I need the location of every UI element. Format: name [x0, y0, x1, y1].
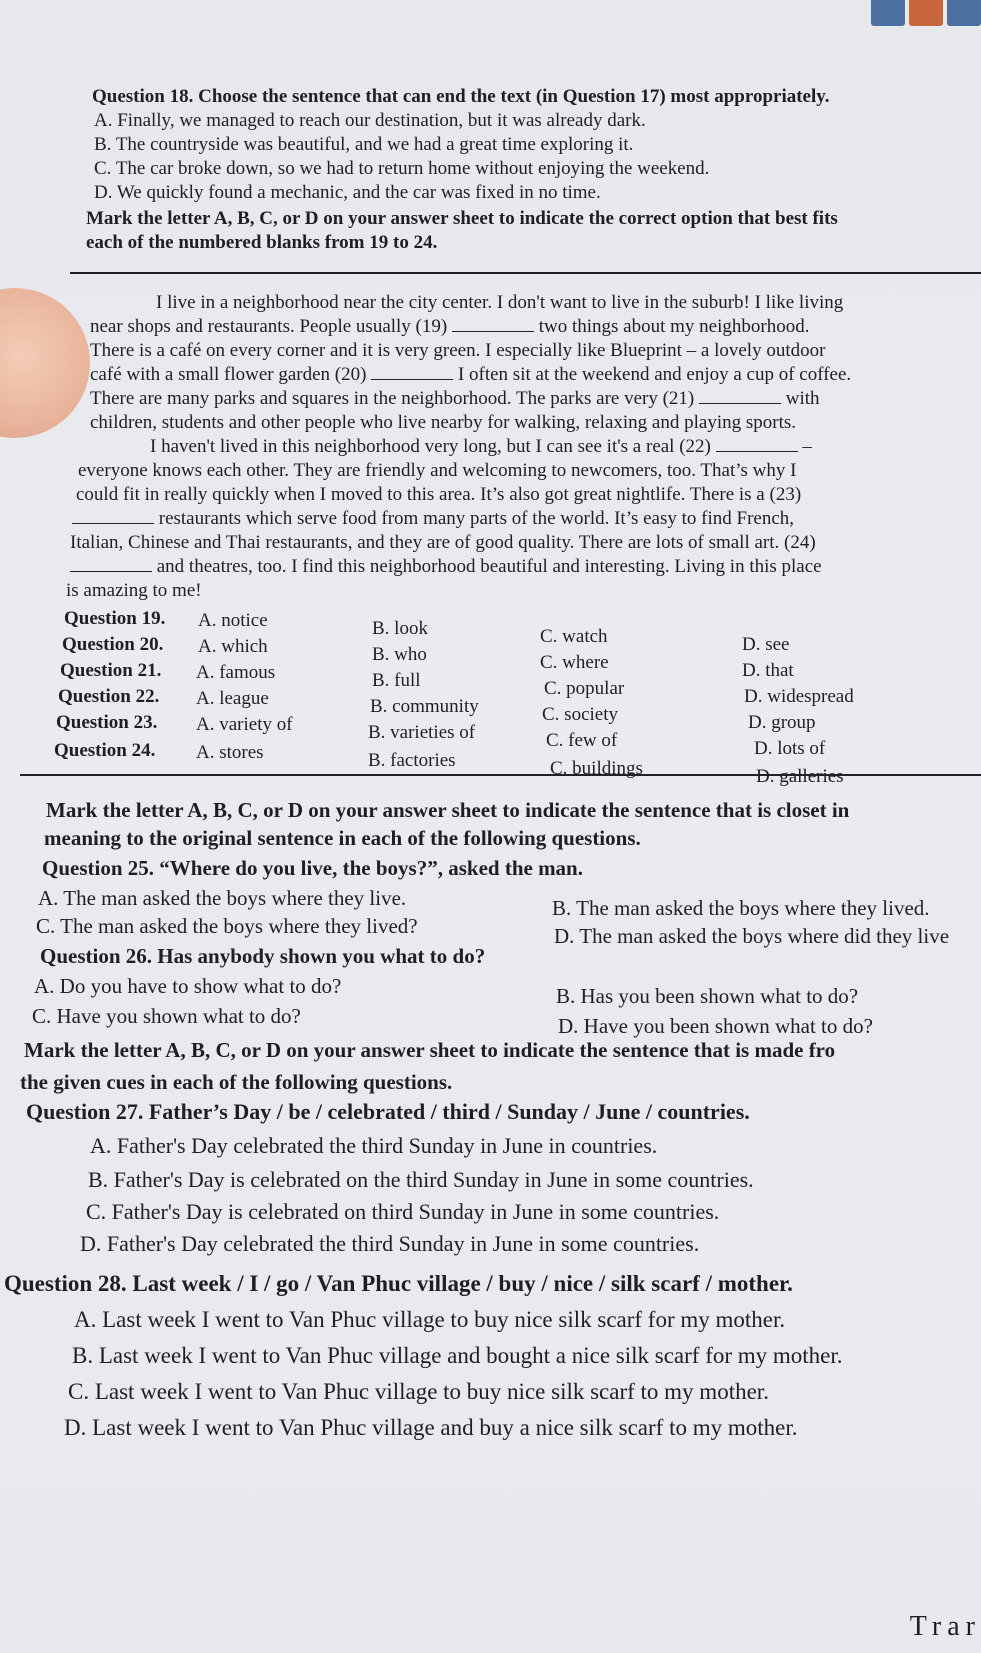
- passage-line-9: could fit in really quickly when I moved to this area. It’s also got great nightlife. There is a (23): [76, 484, 802, 505]
- q26-title: Question 26. Has anybody shown you what to do?: [40, 944, 486, 968]
- q19-c: C. watch: [540, 626, 608, 647]
- q20-c: C. where: [540, 652, 609, 673]
- q19-b: B. look: [372, 618, 428, 639]
- q25-a: A. The man asked the boys where they live.: [38, 886, 407, 910]
- q23-label: Question 23.: [56, 712, 158, 733]
- passage-line-13: is amazing to me!: [66, 580, 202, 601]
- passage-line-8: everyone knows each other. They are friendly and welcoming to newcomers, too. That’s why I: [78, 460, 797, 481]
- passage-line-10: restaurants which serve food from many parts of the world. It’s easy to find French,: [72, 508, 794, 530]
- q21-c: C. popular: [544, 678, 625, 699]
- q28-b: B. Last week I went to Van Phuc village and bought a nice silk scarf for my mother.: [72, 1343, 843, 1368]
- q19-label: Question 19.: [64, 608, 166, 629]
- q21-a: A. famous: [196, 662, 276, 683]
- blank-21: [699, 402, 781, 404]
- closest-instruction-2: meaning to the original sentence in each of the following questions.: [44, 826, 641, 850]
- blank-24: [70, 570, 152, 572]
- passage-line-7: I haven't lived in this neighborhood very long, but I can see it's a real (22) –: [150, 436, 812, 457]
- passage-box-bottom-border: [20, 774, 981, 776]
- blank-19: [452, 330, 534, 332]
- passage-line-11: Italian, Chinese and Thai restaurants, and they are of good quality. There are lots of small art. (24): [70, 532, 816, 553]
- cues-instruction-1: Mark the letter A, B, C, or D on your answer sheet to indicate the sentence that is made fro: [24, 1038, 836, 1062]
- q26-b: B. Has you been shown what to do?: [556, 984, 859, 1008]
- blank-22: [716, 450, 798, 452]
- q20-b: B. who: [372, 644, 427, 665]
- cloze-instruction-1: Mark the letter A, B, C, or D on your answer sheet to indicate the correct option that best fits: [86, 208, 838, 229]
- q25-b: B. The man asked the boys where they lived.: [552, 896, 930, 920]
- finger-photo-artifact: [0, 288, 90, 438]
- q20-a: A. which: [198, 636, 268, 657]
- q28-title: Question 28. Last week / I / go / Van Phuc village / buy / nice / silk scarf / mother.: [4, 1271, 793, 1296]
- q25-c: C. The man asked the boys where they lived?: [36, 914, 418, 938]
- q18-option-c: C. The car broke down, so we had to return home without enjoying the weekend.: [94, 158, 710, 179]
- passage-line-1: I live in a neighborhood near the city center. I don't want to live in the suburb! I like living: [156, 292, 844, 313]
- binder-tabs: [871, 0, 981, 26]
- q23-a: A. variety of: [196, 714, 293, 735]
- q24-d: D. galleries: [756, 766, 844, 787]
- q22-d: D. group: [748, 712, 816, 733]
- q25-d: D. The man asked the boys where did they live: [554, 924, 950, 948]
- q22-a: A. league: [196, 688, 269, 709]
- q18-option-b: B. The countryside was beautiful, and we had a great time exploring it.: [94, 134, 634, 155]
- q18-title: Question 18. Choose the sentence that can end the text (in Question 17) most appropriately.: [92, 86, 830, 107]
- q26-a: A. Do you have to show what to do?: [34, 974, 342, 998]
- q25-title: Question 25. “Where do you live, the boys?”, asked the man.: [42, 856, 583, 880]
- q27-d: D. Father's Day celebrated the third Sunday in June in some countries.: [80, 1231, 700, 1256]
- blank-23: [72, 522, 154, 524]
- q20-label: Question 20.: [62, 634, 164, 655]
- q28-a: A. Last week I went to Van Phuc village to buy nice silk scarf for my mother.: [74, 1307, 786, 1332]
- footer-text: Trar: [909, 1611, 981, 1642]
- q20-d: D. that: [742, 660, 794, 681]
- q24-a: A. stores: [196, 742, 264, 763]
- passage-box-top-border: [70, 272, 981, 274]
- q26-c: C. Have you shown what to do?: [32, 1004, 301, 1028]
- passage-line-12: and theatres, too. I find this neighborhood beautiful and interesting. Living in this place: [70, 556, 822, 578]
- q18-option-d: D. We quickly found a mechanic, and the car was fixed in no time.: [94, 182, 601, 203]
- q19-d: D. see: [742, 634, 790, 655]
- q24-c: C. buildings: [550, 758, 643, 779]
- passage-line-5: There are many parks and squares in the neighborhood. The parks are very (21) with: [90, 388, 820, 409]
- q22-b: B. community: [370, 696, 479, 717]
- q21-d: D. widespread: [744, 686, 854, 707]
- closest-instruction-1: Mark the letter A, B, C, or D on your answer sheet to indicate the sentence that is closet in: [46, 798, 850, 822]
- q22-c: C. society: [542, 704, 618, 725]
- q28-c: C. Last week I went to Van Phuc village to buy nice silk scarf to my mother.: [68, 1379, 769, 1404]
- passage-line-2: near shops and restaurants. People usually (19) two things about my neighborhood.: [90, 316, 810, 337]
- passage-line-3: There is a café on every corner and it is very green. I especially like Blueprint – a lovely outdoor: [90, 340, 826, 361]
- q27-c: C. Father's Day is celebrated on third Sunday in June in some countries.: [86, 1199, 720, 1224]
- q24-label: Question 24.: [54, 740, 156, 761]
- q28-d: D. Last week I went to Van Phuc village and buy a nice silk scarf to my mother.: [64, 1415, 798, 1440]
- passage-line-4: café with a small flower garden (20) I often sit at the weekend and enjoy a cup of coffee.: [90, 364, 852, 385]
- q21-b: B. full: [372, 670, 421, 691]
- q27-a: A. Father's Day celebrated the third Sunday in June in countries.: [90, 1133, 658, 1158]
- q23-b: B. varieties of: [368, 722, 476, 743]
- q27-title: Question 27. Father’s Day / be / celebrated / third / Sunday / June / countries.: [26, 1099, 750, 1124]
- blank-20: [371, 378, 453, 380]
- q18-option-a: A. Finally, we managed to reach our destination, but it was already dark.: [94, 110, 646, 131]
- cues-instruction-2: the given cues in each of the following questions.: [20, 1070, 453, 1094]
- q19-a: A. notice: [198, 610, 268, 631]
- q21-label: Question 21.: [60, 660, 162, 681]
- q26-d: D. Have you been shown what to do?: [558, 1014, 873, 1038]
- passage-line-6: children, students and other people who live nearby for walking, relaxing and playing sports.: [90, 412, 796, 433]
- q23-d: D. lots of: [754, 738, 826, 759]
- q27-b: B. Father's Day is celebrated on the third Sunday in June in some countries.: [88, 1167, 754, 1192]
- q22-label: Question 22.: [58, 686, 160, 707]
- cloze-instruction-2: each of the numbered blanks from 19 to 24.: [86, 232, 438, 253]
- q24-b: B. factories: [368, 750, 456, 771]
- q23-c: C. few of: [546, 730, 618, 751]
